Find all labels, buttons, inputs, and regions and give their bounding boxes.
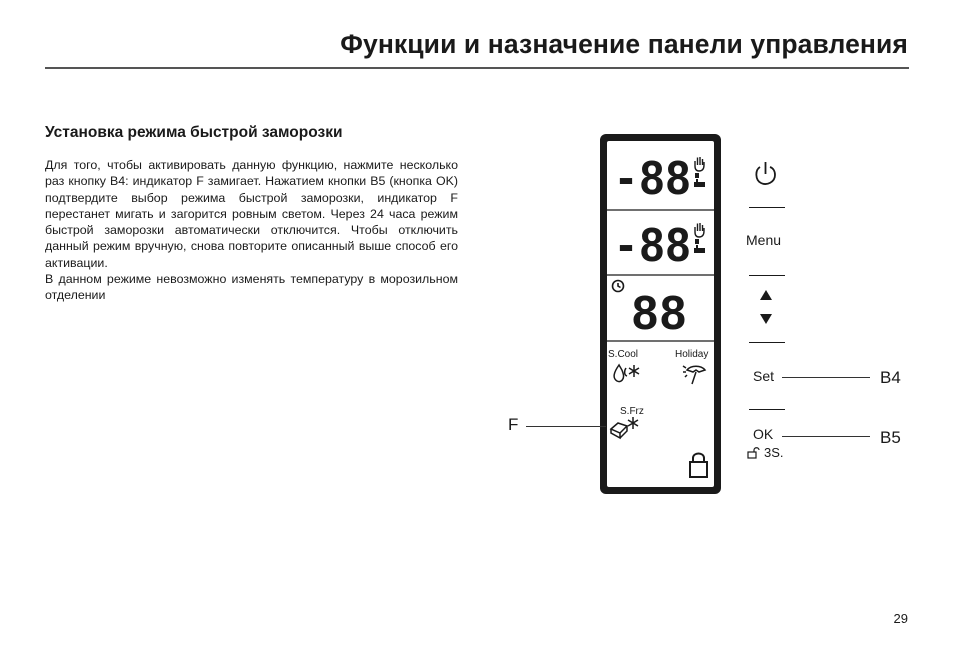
instructions-paragraph: Для того, чтобы активировать данную функцию, нажмите несколько раз кнопку B4: индикатор F замигает. Нажатием кнопки B5 (кнопка OK) подтвердите выбор режима быстрой заморозки, индикатор F перестанет мигать и загорится ровным светом. Через 24 часа режим быстрой заморозки автоматически отключится. Чтобы отключить данный режим вручную, снова повторите описанный выше способ его активации. (45, 158, 458, 270)
thermometer-icon (694, 239, 705, 253)
thermometer-icon (694, 173, 705, 187)
section-heading: Установка режима быстрой заморозки (45, 124, 343, 141)
lock-hold-label: 3S. (764, 445, 784, 460)
holiday-umbrella-icon (683, 366, 705, 384)
set-button[interactable]: Set (753, 368, 775, 384)
b5-callout-line (782, 436, 870, 437)
instructions-paragraph: В данном режиме невозможно изменять температуру в морозильном отделении (45, 272, 458, 303)
b4-callout-line (782, 377, 870, 378)
button-divider (749, 409, 785, 410)
freezer-temperature-digits: -88 (613, 220, 691, 277)
timer-digits: 88 (631, 288, 687, 345)
b4-callout-label: B4 (880, 368, 901, 387)
menu-button[interactable]: Menu (746, 232, 782, 248)
clock-icon (613, 281, 624, 292)
unlock-icon (747, 447, 761, 459)
up-down-arrows-icon[interactable] (757, 289, 775, 329)
button-divider (749, 275, 785, 276)
super-freeze-label: S.Frz (620, 406, 644, 417)
page-title: Функции и назначение панели управления (340, 29, 908, 59)
holiday-label: Holiday (675, 349, 709, 360)
ok-button[interactable]: OK (753, 426, 774, 442)
b5-callout-label: B5 (880, 428, 901, 447)
fridge-temperature-digits: -88 (613, 153, 691, 210)
super-freeze-icon (611, 417, 638, 438)
hand-icon (695, 223, 704, 237)
super-cool-icon (614, 365, 639, 382)
instructions-text (45, 157, 458, 304)
page-number: 29 (893, 611, 908, 626)
button-divider (749, 342, 785, 343)
hand-icon (695, 157, 704, 171)
super-cool-label: S.Cool (608, 349, 639, 360)
power-icon (753, 160, 779, 188)
lock-icon (690, 454, 707, 478)
control-panel-display (600, 134, 721, 494)
button-divider (749, 207, 785, 208)
f-callout-label: F (508, 415, 519, 434)
f-callout-line (526, 426, 606, 427)
display-screen (607, 141, 714, 487)
title-divider (45, 67, 909, 69)
